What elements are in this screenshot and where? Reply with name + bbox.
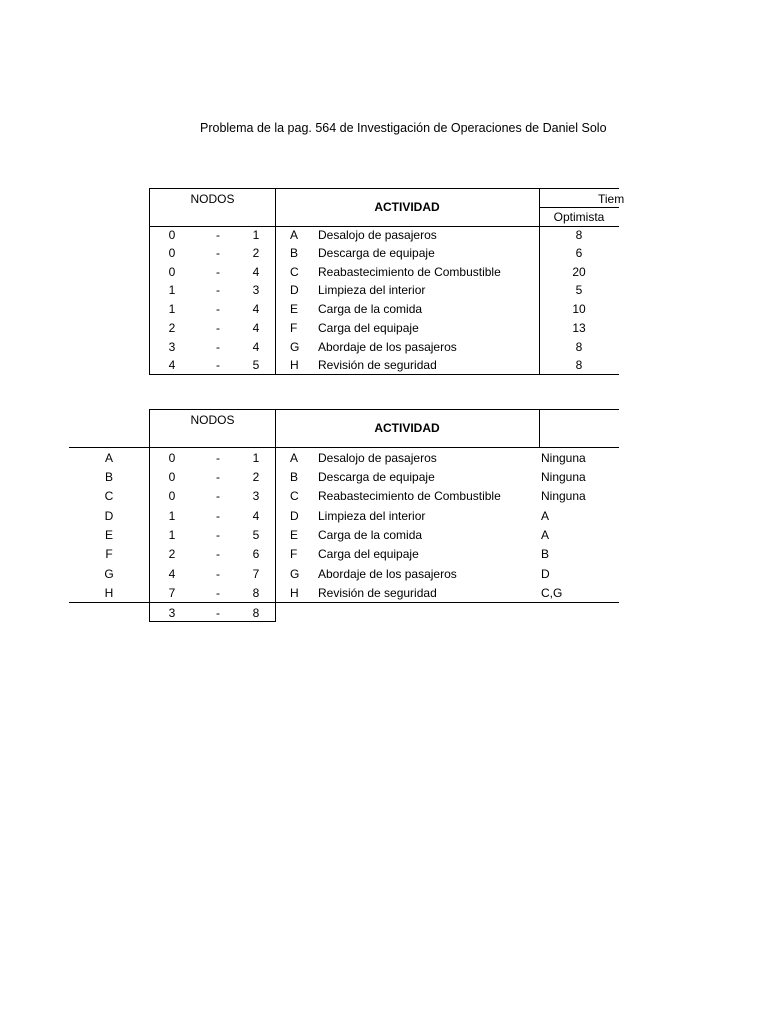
node-dash: - <box>216 567 220 581</box>
optimista-value: 6 <box>575 246 583 260</box>
activity-letter: H <box>290 358 299 372</box>
optimista-header: Optimista <box>553 210 605 224</box>
predecessor-value: B <box>541 547 550 561</box>
activity-letter: C <box>290 489 299 503</box>
node-dash: - <box>216 489 220 503</box>
optimista-value: 8 <box>575 358 583 372</box>
node-dash: - <box>216 528 220 542</box>
activity-description: Carga del equipaje <box>318 547 419 561</box>
activity-description: Revisión de seguridad <box>318 358 437 372</box>
predecessor-value: Ninguna <box>541 451 586 465</box>
node-dash: - <box>216 283 220 297</box>
activity-label: F <box>105 547 113 561</box>
activity-label: E <box>104 528 113 542</box>
activity-description: Limpieza del interior <box>318 283 426 297</box>
activity-letter: B <box>290 246 299 260</box>
activity-description: Desalojo de pasajeros <box>318 228 437 242</box>
node-from: 0 <box>168 228 176 242</box>
activity-letter: H <box>290 586 299 600</box>
node-to: 3 <box>252 489 260 503</box>
node-dash: - <box>216 358 220 372</box>
node-dash: - <box>216 509 220 523</box>
node-dash: - <box>216 302 220 316</box>
node-to: 2 <box>252 246 260 260</box>
node-to: 1 <box>252 451 260 465</box>
node-from: 0 <box>168 246 176 260</box>
activity-label: D <box>104 509 114 523</box>
node-to: 4 <box>252 265 260 279</box>
predecessor-value: Ninguna <box>541 489 586 503</box>
node-dash: - <box>216 547 220 561</box>
node-from: 2 <box>168 321 176 335</box>
activity-description: Desalojo de pasajeros <box>318 451 437 465</box>
node-from: 3 <box>168 340 176 354</box>
activity-description: Carga de la comida <box>318 302 423 316</box>
extra-to: 8 <box>252 606 260 620</box>
node-from: 0 <box>168 470 176 484</box>
activity-letter: F <box>290 547 298 561</box>
node-to: 4 <box>252 321 260 335</box>
activity-letter: D <box>290 283 299 297</box>
node-from: 1 <box>168 283 176 297</box>
activity-description: Abordaje de los pasajeros <box>318 340 457 354</box>
node-from: 1 <box>168 509 176 523</box>
activity-description: Descarga de equipaje <box>318 470 435 484</box>
activity-letter: C <box>290 265 299 279</box>
node-dash: - <box>216 451 220 465</box>
activity-letter: G <box>290 567 300 581</box>
optimista-value: 8 <box>575 228 583 242</box>
optimista-value: 5 <box>575 283 583 297</box>
activity-description: Revisión de seguridad <box>318 586 437 600</box>
node-from: 4 <box>168 358 176 372</box>
activity-letter: E <box>290 528 299 542</box>
node-dash: - <box>216 321 220 335</box>
node-to: 5 <box>252 528 260 542</box>
activity-letter: F <box>290 321 298 335</box>
extra-dash: - <box>216 606 220 620</box>
optimista-value: 10 <box>572 302 586 316</box>
activity-letter: A <box>290 451 299 465</box>
page-title: Problema de la pag. 564 de Investigación de Operaciones de Daniel Solo <box>200 121 607 135</box>
activity-description: Abordaje de los pasajeros <box>318 567 457 581</box>
optimista-value: 13 <box>572 321 586 335</box>
activity-letter: B <box>290 470 299 484</box>
node-from: 1 <box>168 302 176 316</box>
activity-letter: A <box>290 228 299 242</box>
node-from: 7 <box>168 586 176 600</box>
activity-label: G <box>104 567 114 581</box>
activity-letter: G <box>290 340 300 354</box>
node-to: 3 <box>252 283 260 297</box>
activity-letter: E <box>290 302 299 316</box>
predecessor-value: A <box>541 509 550 523</box>
node-to: 2 <box>252 470 260 484</box>
node-dash: - <box>216 470 220 484</box>
activity-description: Reabastecimiento de Combustible <box>318 265 501 279</box>
node-to: 4 <box>252 509 260 523</box>
predecessor-value: C,G <box>541 586 563 600</box>
nodos-header: NODOS <box>190 192 235 206</box>
predecessor-value: A <box>541 528 550 542</box>
node-dash: - <box>216 586 220 600</box>
node-to: 4 <box>252 302 260 316</box>
nodos-header: NODOS <box>190 413 235 427</box>
predecessor-value: Ninguna <box>541 470 586 484</box>
node-to: 8 <box>252 586 260 600</box>
activity-label: A <box>104 451 113 465</box>
activity-description: Carga de la comida <box>318 528 423 542</box>
predecessor-value: D <box>541 567 550 581</box>
activity-description: Descarga de equipaje <box>318 246 435 260</box>
node-to: 6 <box>252 547 260 561</box>
node-dash: - <box>216 340 220 354</box>
optimista-value: 20 <box>572 265 586 279</box>
node-to: 5 <box>252 358 260 372</box>
node-from: 0 <box>168 451 176 465</box>
activity-description: Reabastecimiento de Combustible <box>318 489 501 503</box>
tiempo-header: Tiem <box>598 192 625 206</box>
node-dash: - <box>216 246 220 260</box>
activity-letter: D <box>290 509 299 523</box>
node-from: 2 <box>168 547 176 561</box>
actividad-header: ACTIVIDAD <box>374 200 440 214</box>
extra-from: 3 <box>168 606 176 620</box>
node-from: 4 <box>168 567 176 581</box>
actividad-header: ACTIVIDAD <box>374 421 440 435</box>
activity-label: H <box>104 586 114 600</box>
optimista-value: 8 <box>575 340 583 354</box>
node-from: 0 <box>168 265 176 279</box>
activity-label: B <box>104 470 113 484</box>
node-to: 1 <box>252 228 260 242</box>
node-to: 7 <box>252 567 260 581</box>
node-dash: - <box>216 265 220 279</box>
activity-label: C <box>104 489 114 503</box>
activity-description: Carga del equipaje <box>318 321 419 335</box>
activity-description: Limpieza del interior <box>318 509 426 523</box>
node-dash: - <box>216 228 220 242</box>
node-from: 1 <box>168 528 176 542</box>
node-from: 0 <box>168 489 176 503</box>
node-to: 4 <box>252 340 260 354</box>
